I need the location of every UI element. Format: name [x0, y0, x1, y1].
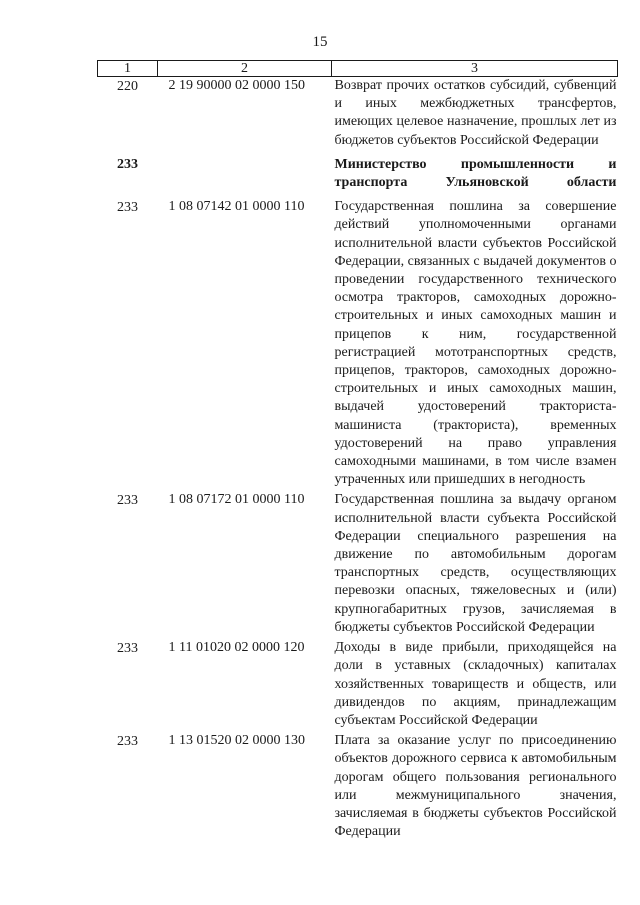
- budget-classification-code: 2 19 90000 02 0000 150: [168, 78, 305, 93]
- ministry-name: Министерство промышленности и транспорта Ульяновской области: [334, 156, 617, 191]
- admin-code: 233: [117, 493, 138, 509]
- table-row: [98, 198, 618, 491]
- admin-code: 233: [117, 156, 138, 172]
- table-row: [98, 77, 618, 152]
- budget-classification-code: 1 08 07142 01 0000 110: [168, 199, 305, 215]
- revenue-classification-table: [97, 60, 618, 843]
- table-row: [98, 639, 618, 732]
- admin-code: 233: [117, 200, 138, 216]
- table-header: [98, 61, 618, 77]
- budget-classification-code: 1 08 07172 01 0000 110: [168, 492, 305, 508]
- revenue-description: Государственная пошлина за совершение действий уполномоченными органами исполнительной власти субъектов Российской Федерации, связанных с выдачей документов о проведении государственного технического осмотра тракторов, самоходных дорожно-строительных и иных самоходных машин и прицепов к ним, государственной регистрацией мототранспортных средств, прицепов, тракторов, самоходных дорожно-строительных и иных самоходных машин, выдачей удостоверений тракториста-машиниста (тракториста), временных удостоверений на право управления самоходными машинами, в том числе взамен утраченных или пришедших в негодность: [334, 199, 617, 488]
- table-row: [98, 491, 618, 639]
- column-header-3: 3: [332, 61, 618, 77]
- table-row: [98, 732, 618, 843]
- admin-code: 233: [117, 641, 138, 657]
- budget-classification-code: 1 13 01520 02 0000 130: [168, 733, 305, 749]
- budget-classification-code: [158, 152, 332, 198]
- revenue-description: Государственная пошлина за выдачу органом исполнительной власти субъекта Российской Федерации специального разрешения на движение по автомобильным дорогам транспортных средств, осуществляющих перевозки опасных, тяжеловесных и (или) крупногабаритных грузов, зачисляемая в бюджеты субъектов Российской Федерации: [334, 492, 617, 635]
- admin-code: 220: [117, 79, 138, 94]
- page-number: 15: [312, 34, 328, 50]
- column-header-2: 2: [158, 61, 332, 77]
- ministry-heading-row: [98, 152, 618, 198]
- table-header-row: [98, 61, 618, 77]
- table-body: [98, 77, 618, 844]
- revenue-description: Плата за оказание услуг по присоединению объектов дорожного сервиса к автомобильным дорогам общего пользования регионального или межмуниципального значения, зачисляемая в бюджеты субъектов Российской Федерации: [334, 733, 617, 840]
- revenue-description: Доходы в виде прибыли, приходящейся на доли в уставных (складочных) капиталах хозяйственных товариществ и обществ, или дивидендов по акциям, принадлежащим субъектам Российской Федерации: [334, 640, 617, 728]
- revenue-description: Возврат прочих остатков субсидий, субвенций и иных межбюджетных трансфертов, имеющих целевое назначение, прошлых лет из бюджетов субъектов Российской Федерации: [334, 78, 617, 148]
- admin-code: 233: [117, 734, 138, 750]
- budget-classification-code: 1 11 01020 02 0000 120: [168, 640, 305, 656]
- column-header-1: 1: [98, 61, 158, 77]
